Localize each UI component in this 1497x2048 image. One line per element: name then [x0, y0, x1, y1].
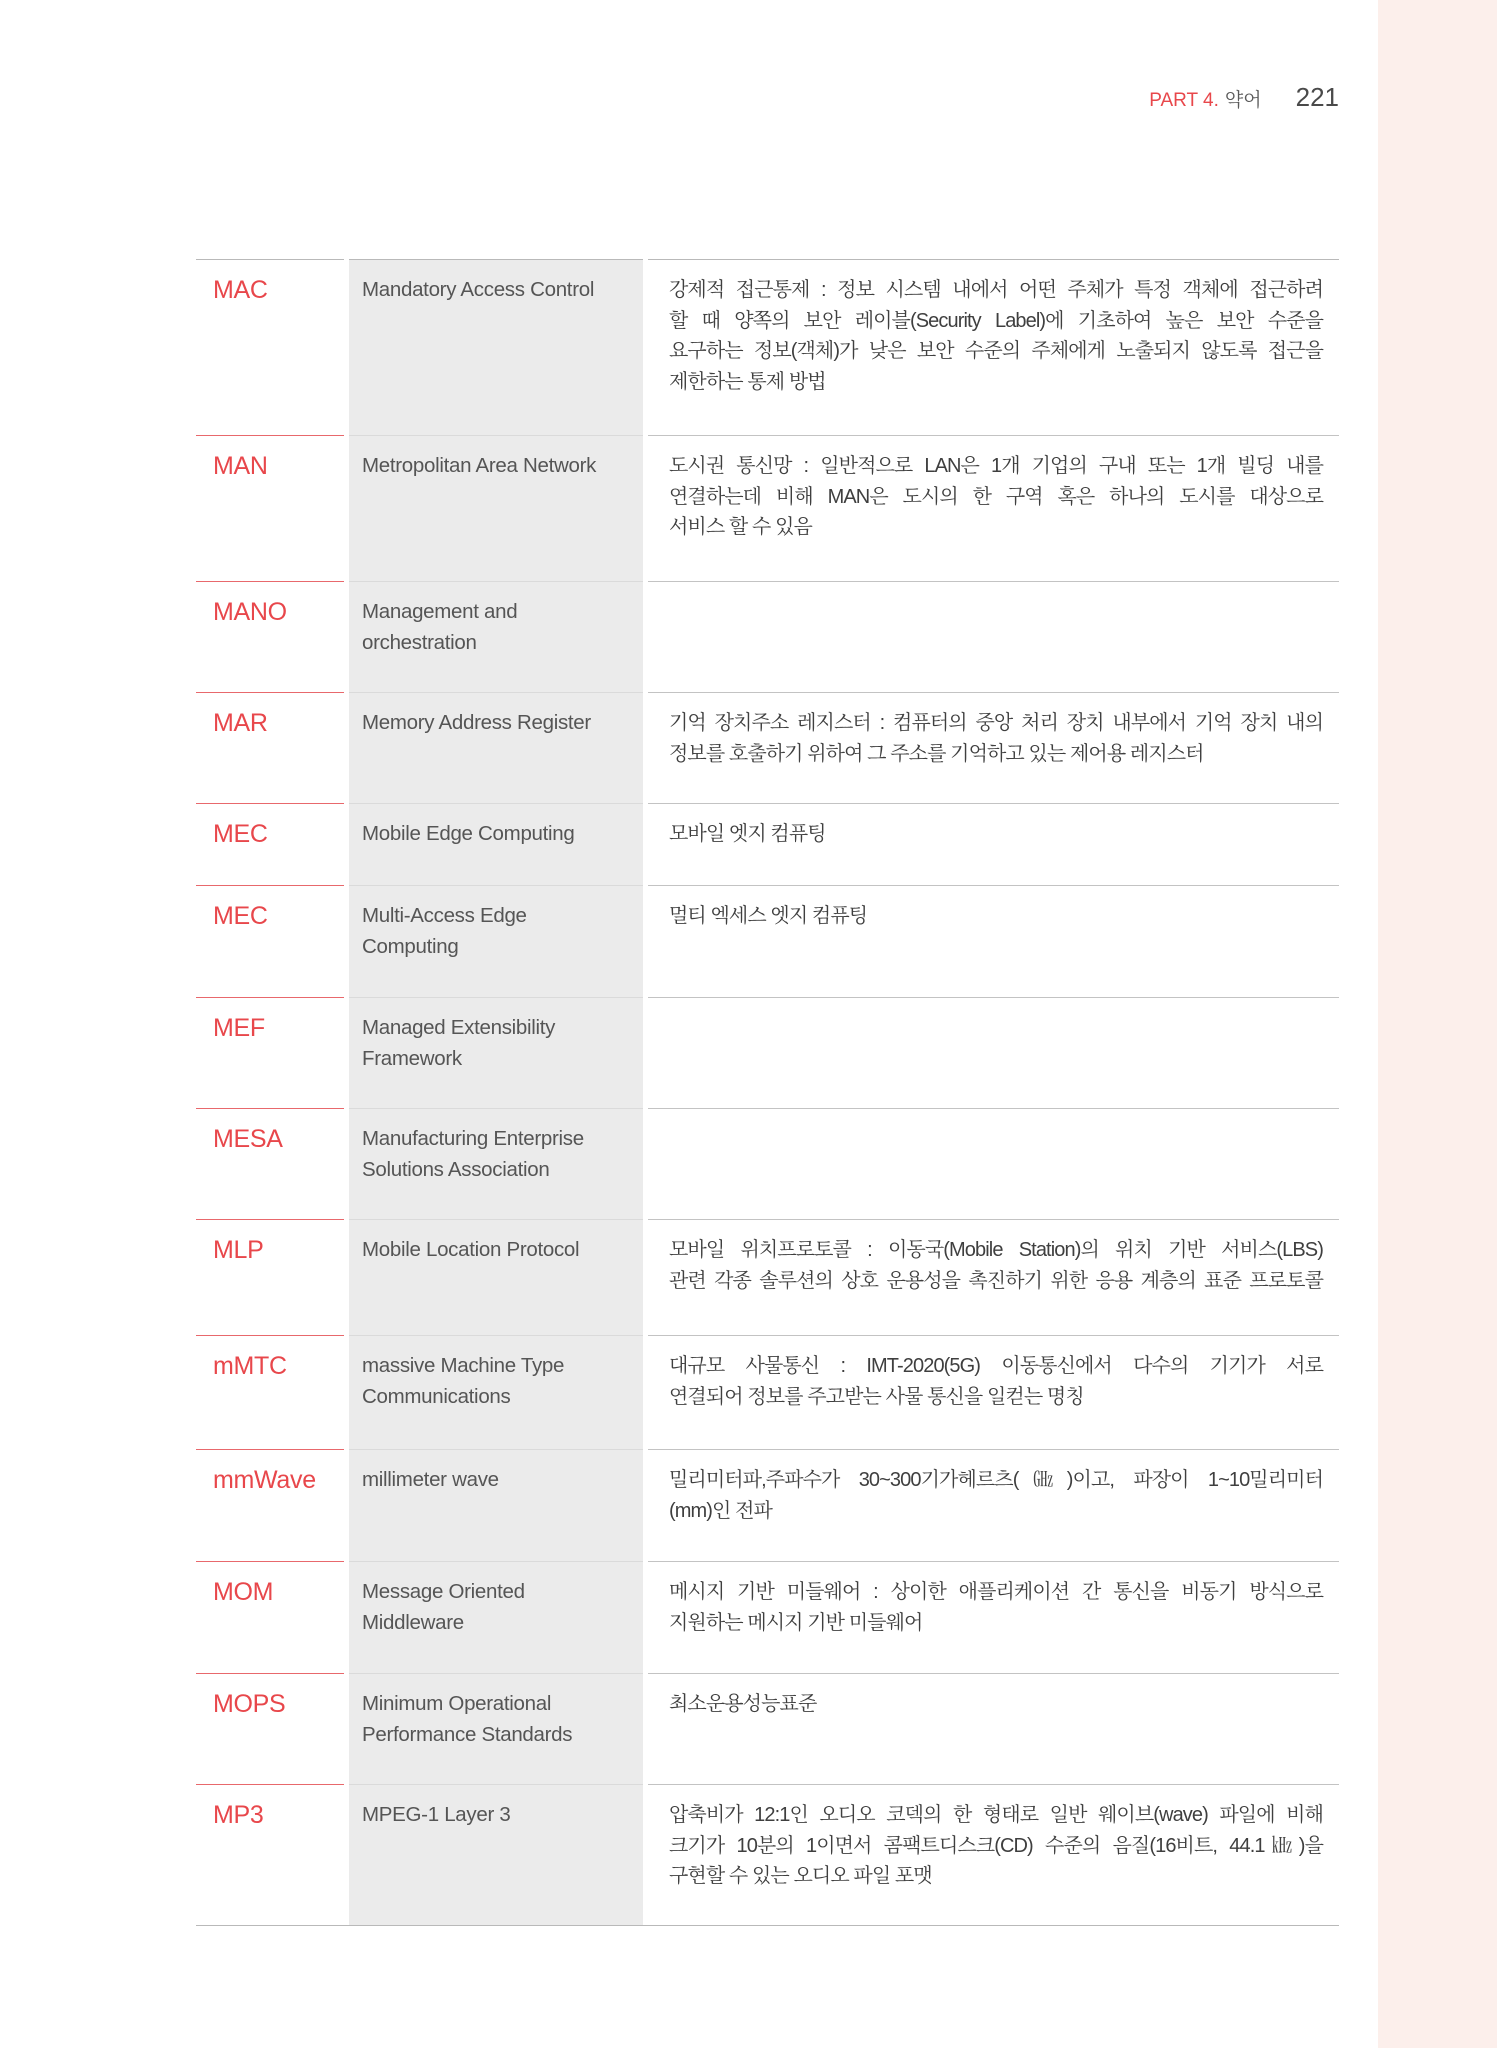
abbreviation-cell	[196, 1784, 344, 1925]
full-term-cell	[349, 1784, 643, 1925]
abbreviation-cell	[196, 1561, 344, 1673]
definition-cell	[648, 1561, 1339, 1673]
definition-line: 도시권 통신망 : 일반적으로 LAN은 1개 기업의 구내 또는 1개 빌딩 내를	[669, 455, 1323, 477]
full-term-line: Performance Standards	[362, 1722, 573, 1746]
abbreviation-cell	[196, 885, 344, 997]
definition-line: 메시지 기반 미들웨어 : 상이한 애플리케이션 간 통신을 비동기 방식으로	[669, 1581, 1323, 1603]
definition-cell	[648, 1449, 1339, 1561]
full-term-line: Framework	[362, 1046, 462, 1070]
abbreviation-cell	[196, 997, 344, 1108]
abbreviation-cell	[196, 1449, 344, 1561]
abbreviation: MESA	[213, 1125, 283, 1153]
running-header	[1149, 82, 1339, 113]
abbreviation: mmWave	[213, 1466, 316, 1494]
abbreviation-cell	[196, 435, 344, 581]
full-term-line: MPEG-1 Layer 3	[362, 1803, 511, 1826]
abbreviation: MANO	[213, 598, 287, 626]
abbreviation: MP3	[213, 1801, 264, 1829]
abbreviation-cell	[196, 1335, 344, 1449]
definition-cell	[648, 997, 1339, 1108]
full-term-cell	[349, 1108, 643, 1219]
definition-cell	[648, 1219, 1339, 1335]
definition-line: 연결되어 정보를 주고받는 사물 통신을 일컫는 명칭	[669, 1385, 1084, 1408]
definition-line: 모바일 위치프로토콜 : 이동국(Mobile Station)의 위치 기반 서비스(LBS)	[669, 1239, 1323, 1261]
table-row	[196, 259, 1339, 435]
full-term-line: Minimum Operational	[362, 1692, 552, 1715]
definition-cell	[648, 885, 1339, 997]
full-term-line: Management and	[362, 600, 518, 623]
abbreviation-cell	[196, 1108, 344, 1219]
table-row	[196, 1673, 1339, 1784]
table-bottom-rule	[196, 1925, 1339, 1926]
full-term-line: Computing	[362, 934, 459, 958]
definition-line: 멀티 엑세스 엣지 컴퓨팅	[669, 905, 868, 927]
full-term-line: Mandatory Access Control	[362, 278, 595, 301]
definition-line: 지원하는 메시지 기반 미들웨어	[669, 1611, 923, 1634]
full-term-cell	[349, 885, 643, 997]
abbreviation: MEF	[213, 1014, 265, 1042]
full-term-cell	[349, 1449, 643, 1561]
table-row	[196, 692, 1339, 803]
full-term-cell	[349, 581, 643, 692]
definition-line: 제한하는 통제 방법	[669, 370, 826, 393]
abbreviation: MAR	[213, 709, 268, 737]
full-term-line: massive Machine Type	[362, 1354, 565, 1377]
definition-line: 기억 장치주소 레지스터 : 컴퓨터의 중앙 처리 장치 내부에서 기억 장치 내의	[669, 712, 1323, 734]
abbreviation-cell	[196, 803, 344, 885]
full-term-cell	[349, 1335, 643, 1449]
definition-line: 관련 각종 솔루션의 상호 운용성을 촉진하기 위한 응용 계층의 표준 프로토콜	[669, 1269, 1323, 1292]
full-term-cell	[349, 997, 643, 1108]
abbreviation: MEC	[213, 820, 268, 848]
abbreviation: MOPS	[213, 1690, 286, 1718]
abbreviation: MAN	[213, 452, 268, 480]
table-row	[196, 1449, 1339, 1561]
definition-cell	[648, 435, 1339, 581]
definition-line: (mm)인 전파	[669, 1499, 772, 1522]
table-row	[196, 885, 1339, 997]
abbreviation: MEC	[213, 902, 268, 930]
definition-cell	[648, 1335, 1339, 1449]
full-term-line: Managed Extensibility	[362, 1016, 556, 1039]
definition-line: 크기가 10분의 1이면서 콤팩트디스크(CD) 수준의 음질(16비트, 44.1㎑)을	[669, 1834, 1323, 1857]
definition-line: 할 때 양쪽의 보안 레이블(Security Label)에 기초하여 높은 보안 수준을	[669, 309, 1323, 332]
abbreviation-cell	[196, 1673, 344, 1784]
definition-line: 강제적 접근통제 : 정보 시스템 내에서 어떤 주체가 특정 객체에 접근하려	[669, 279, 1323, 301]
abbreviation: MLP	[213, 1236, 264, 1264]
table-row	[196, 581, 1339, 692]
section-title: 약어	[1224, 90, 1262, 111]
full-term-line: orchestration	[362, 630, 477, 654]
definition-line: 모바일 엣지 컴퓨팅	[669, 823, 826, 845]
definition-line: 대규모 사물통신 : IMT-2020(5G) 이동통신에서 다수의 기기가 서로	[669, 1355, 1323, 1377]
full-term-line: Mobile Edge Computing	[362, 822, 575, 845]
abbreviation-cell	[196, 692, 344, 803]
table-row	[196, 803, 1339, 885]
abbreviation-cell	[196, 581, 344, 692]
table-row	[196, 1108, 1339, 1219]
table-row	[196, 1335, 1339, 1449]
table-row	[196, 1561, 1339, 1673]
definition-cell	[648, 692, 1339, 803]
definition-line: 밀리미터파,주파수가 30~300기가헤르츠(㎓)이고, 파장이 1~10밀리미터	[669, 1469, 1323, 1491]
abbreviation-cell	[196, 1219, 344, 1335]
definition-cell	[648, 803, 1339, 885]
abbreviation-table	[196, 259, 1339, 1926]
full-term-line: Metropolitan Area Network	[362, 454, 597, 477]
definition-cell	[648, 1108, 1339, 1219]
abbreviation: mMTC	[213, 1352, 287, 1380]
definition-cell	[648, 259, 1339, 435]
table-row	[196, 997, 1339, 1108]
full-term-line: Manufacturing Enterprise	[362, 1127, 584, 1150]
part-label: PART 4.	[1149, 90, 1219, 111]
full-term-line: millimeter wave	[362, 1468, 499, 1491]
full-term-cell	[349, 1673, 643, 1784]
side-margin-strip	[1378, 0, 1497, 2048]
table-row	[196, 1784, 1339, 1925]
definition-line: 구현할 수 있는 오디오 파일 포맷	[669, 1865, 932, 1888]
full-term-cell	[349, 692, 643, 803]
full-term-line: Solutions Association	[362, 1157, 550, 1181]
definition-line: 최소운용성능표준	[669, 1693, 817, 1715]
abbreviation: MAC	[213, 276, 268, 304]
full-term-line: Communications	[362, 1384, 511, 1408]
definition-line: 압축비가 12:1인 오디오 코덱의 한 형태로 일반 웨이브(wave) 파일에 비해	[669, 1804, 1323, 1826]
full-term-line: Message Oriented	[362, 1580, 525, 1603]
definition-line: 정보를 호출하기 위하여 그 주소를 기억하고 있는 제어용 레지스터	[669, 742, 1204, 765]
definition-line: 연결하는데 비해 MAN은 도시의 한 구역 혹은 하나의 도시를 대상으로	[669, 485, 1323, 508]
full-term-cell	[349, 803, 643, 885]
definition-cell	[648, 1784, 1339, 1925]
full-term-line: Mobile Location Protocol	[362, 1238, 580, 1261]
full-term-cell	[349, 259, 643, 435]
full-term-line: Multi-Access Edge	[362, 904, 527, 927]
table-row	[196, 435, 1339, 581]
abbreviation: MOM	[213, 1578, 274, 1606]
abbreviation-cell	[196, 259, 344, 435]
full-term-cell	[349, 1219, 643, 1335]
full-term-line: Memory Address Register	[362, 711, 591, 734]
definition-line: 서비스 할 수 있음	[669, 516, 812, 539]
table-row	[196, 1219, 1339, 1335]
definition-line: 요구하는 정보(객체)가 낮은 보안 수준의 주체에게 노출되지 않도록 접근을	[669, 340, 1323, 363]
definition-cell	[648, 581, 1339, 692]
page-number: 221	[1295, 82, 1339, 112]
full-term-cell	[349, 435, 643, 581]
full-term-cell	[349, 1561, 643, 1673]
definition-cell	[648, 1673, 1339, 1784]
full-term-line: Middleware	[362, 1610, 464, 1634]
